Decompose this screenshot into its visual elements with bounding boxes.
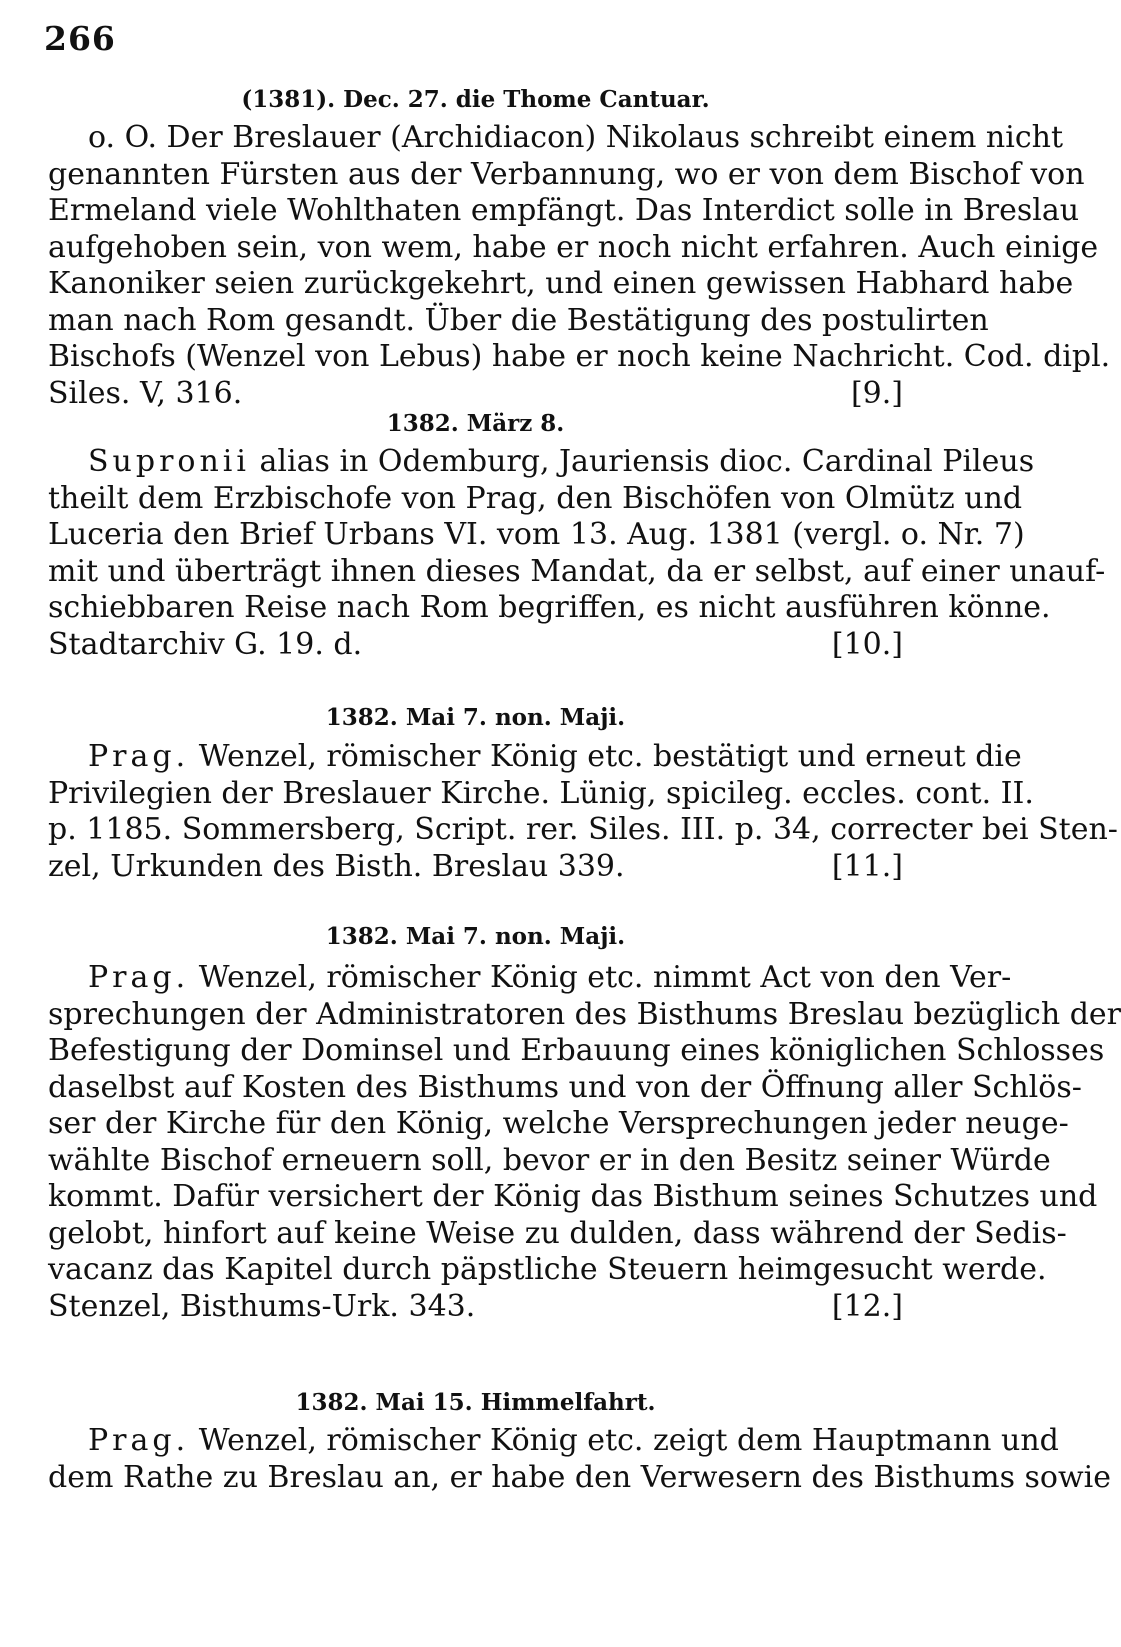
entry-12-line-8: gelobt, hinfort auf keine Weise zu dulden, dass während der Sedis- <box>48 1215 1067 1251</box>
entry-10-line-4: mit und überträgt ihnen dieses Mandat, da er selbst, auf einer unauf- <box>48 553 1106 589</box>
entry-10-number: [10.] <box>831 626 903 662</box>
entry-11-final-line <box>48 849 903 886</box>
entry-13-date-heading: 1382. Mai 15. Himmelfahrt. <box>295 1389 656 1416</box>
entry-12-final-line <box>48 1289 903 1326</box>
entry-12-text <box>48 960 1121 1325</box>
entry-10-line-3: Luceria den Brief Urbans VI. vom 13. Aug. 1381 (vergl. o. Nr. 7) <box>48 517 1025 552</box>
entry-13-line-1 <box>48 1423 1059 1460</box>
entry-9-final-line <box>48 376 903 413</box>
entry-10-text <box>48 444 1106 663</box>
entry-13-line-2: dem Rathe zu Breslau an, er habe den Verwesern des Bisthums sowie <box>48 1459 1112 1495</box>
entry-10-citation: Stadtarchiv G. 19. d. <box>48 626 363 662</box>
entry-9-line-1: o. O. Der Breslauer (Archidiacon) Nikolaus schreibt einem nicht <box>88 120 1064 155</box>
entry-11-number: [11.] <box>831 848 903 884</box>
entry-11-citation: zel, Urkunden des Bisth. Breslau 339. <box>48 848 625 884</box>
entry-9-citation: Siles. V, 316. <box>48 375 243 411</box>
entry-10-line-1 <box>48 444 1035 481</box>
page-number: 266 <box>44 19 116 58</box>
entry-12-number: [12.] <box>831 1288 903 1324</box>
entry-9-line-7: Bischofs (Wenzel von Lebus) habe er noch keine Nachricht. Cod. dipl. <box>48 339 1111 374</box>
entry-10-line-2: theilt dem Erzbischofe von Prag, den Bischöfen von Olmütz und <box>48 480 1023 516</box>
entry-12-line-1 <box>48 960 1012 997</box>
entry-10-final-line <box>48 627 903 664</box>
entry-9-line-6: man nach Rom gesandt. Über die Bestätigung des postulirten <box>48 302 989 338</box>
entry-12-place: Prag. <box>88 960 190 995</box>
entry-11-line-3: p. 1185. Sommersberg, Script. rer. Siles. III. p. 34, correcter bei Sten- <box>48 812 1118 847</box>
entry-12-citation: Stenzel, Bisthums-Urk. 343. <box>48 1288 476 1324</box>
entry-9-text <box>48 120 1111 412</box>
entry-9-line-2: genannten Fürsten aus der Verbannung, wo er von dem Bischof von <box>48 156 1085 192</box>
entry-10-line-5: schiebbaren Reise nach Rom begriffen, es nicht ausführen könne. <box>48 590 1051 625</box>
entry-9-number: [9.] <box>850 375 903 411</box>
entry-12-line-5: ser der Kirche für den König, welche Versprechungen jeder neuge- <box>48 1106 1069 1141</box>
entry-13-text <box>48 1423 1112 1496</box>
entry-12-date-heading: 1382. Mai 7. non. Maji. <box>325 923 626 950</box>
entry-9-line-4: aufgehoben sein, von wem, habe er noch nicht erfahren. Auch einige <box>48 229 1099 265</box>
entry-11-date-heading: 1382. Mai 7. non. Maji. <box>325 704 626 731</box>
entry-13-line-1-rest: Wenzel, römischer König etc. zeigt dem Hauptmann und <box>198 1423 1059 1458</box>
entry-9-line-3: Ermeland viele Wohlthaten empfängt. Das Interdict solle in Breslau <box>48 193 1080 228</box>
entry-9-date-heading: (1381). Dec. 27. die Thome Cantuar. <box>241 86 710 113</box>
entry-11-text <box>48 739 1118 885</box>
entry-10-date-heading: 1382. März 8. <box>386 410 565 437</box>
entry-12-line-9: vacanz das Kapitel durch päpstliche Steuern heimgesucht werde. <box>48 1252 1047 1287</box>
entry-11-line-1 <box>48 739 1022 776</box>
entry-11-line-1-rest: Wenzel, römischer König etc. bestätigt und erneut die <box>198 739 1022 774</box>
entry-12-line-3: Befestigung der Dominsel und Erbauung eines königlichen Schlosses <box>48 1033 1105 1068</box>
entry-12-line-2: sprechungen der Administratoren des Bisthums Breslau bezüglich der <box>48 996 1121 1032</box>
entry-10-line-1-rest: alias in Odemburg, Jauriensis dioc. Cardinal Pileus <box>259 444 1035 479</box>
entry-12-line-4: daselbst auf Kosten des Bisthums und von der Öffnung aller Schlös- <box>48 1069 1082 1105</box>
entry-9-line-5: Kanoniker seien zurückgekehrt, und einen gewissen Habhard habe <box>48 266 1074 301</box>
entry-12-line-1-rest: Wenzel, römischer König etc. nimmt Act von den Ver- <box>198 960 1012 995</box>
entry-13-place: Prag. <box>88 1423 190 1458</box>
entry-10-place: Supronii <box>88 444 250 479</box>
entry-11-line-2: Privilegien der Breslauer Kirche. Lünig, spicileg. eccles. cont. II. <box>48 775 1034 811</box>
entry-12-line-7: kommt. Dafür versichert der König das Bisthum seines Schutzes und <box>48 1179 1098 1214</box>
entry-11-place: Prag. <box>88 739 190 774</box>
entry-12-line-6: wählte Bischof erneuern soll, bevor er in den Besitz seiner Würde <box>48 1142 1051 1178</box>
